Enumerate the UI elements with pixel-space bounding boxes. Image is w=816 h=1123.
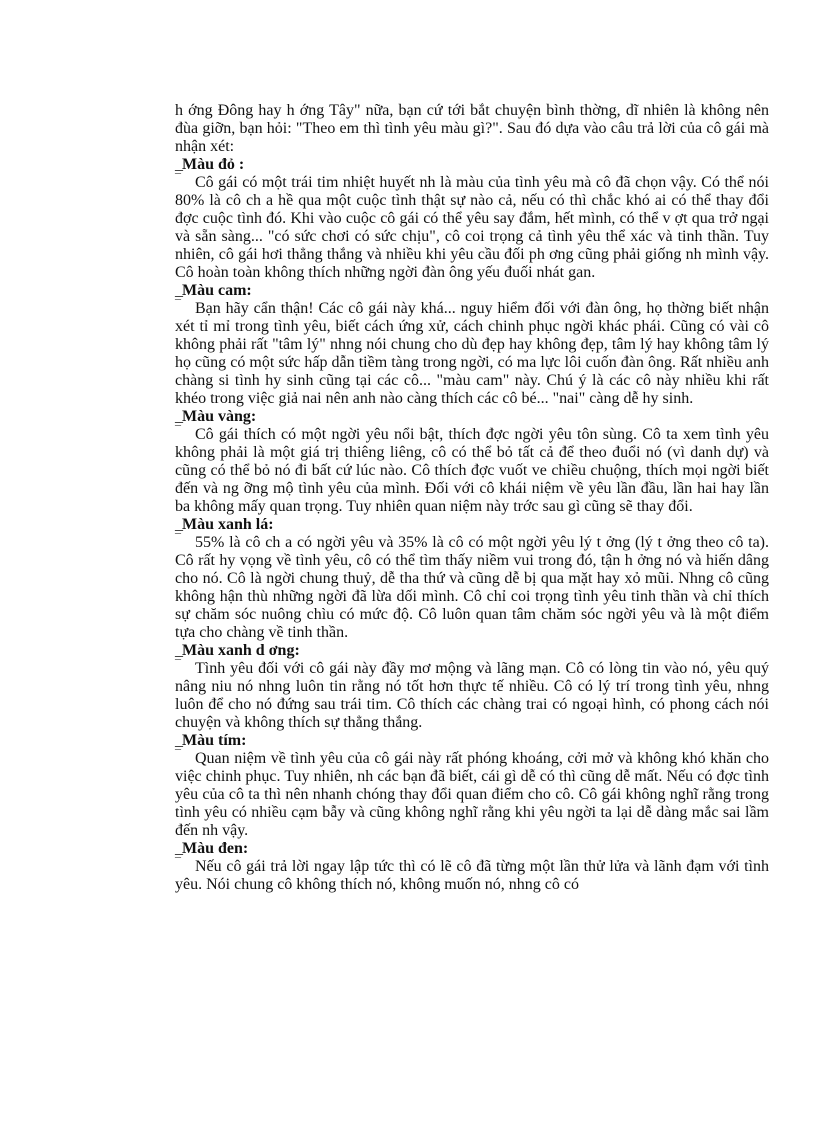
section-orange — [175, 282, 769, 408]
body-text: Tình yêu đối với cô gái này đầy mơ mộng và lãng mạn. Cô có lòng tin vào nó, yêu quý nâng niu nó nhng luôn tin rằng nó tốt hơn thực tế nhiều. Cô có lý trí trong tình yêu, nhng luôn để cho nó đứng sau trái tim. Cô thích các chàng trai có ngoại hình, có phong cách nói chuyện và không thích sự thẳng thắng. — [175, 660, 769, 731]
section-body — [175, 855, 769, 894]
tick-marker: ¯ — [175, 171, 181, 185]
document-content — [175, 102, 769, 894]
tick-marker: ¯ — [175, 657, 181, 671]
heading-text: Màu đen: — [182, 840, 249, 857]
body-text: Nếu cô gái trả lời ngay lập tức thì có lẽ cô đã từng một lần thử lửa và lãnh đạm với tình yêu. Nói chung cô không thích nó, không muốn nó, nhng cô có — [175, 858, 769, 893]
body-text: 55% là cô ch a có ngời yêu và 35% là cô có một ngời yêu lý t ởng (lý t ởng theo cô ta). Cô rất hy vọng về tình yêu, cô có thể tìm thấy niềm vui trong đó, tận h ởng nó và hiến dâng cho nó. Cô là ngời chung thuỷ, dễ tha thứ và cũng dễ bị qua mặt hay xỏ mũi. Nhng cô cũng không hận thù những ngời đã lừa dối mình. Cô chỉ coi trọng tình yêu tinh thần và chỉ thích sự chăm sóc nuông chìu có mức độ. Cô luôn quan tâm chăm sóc ngời yêu và là một điểm tựa cho chàng về tinh thần. — [175, 534, 769, 641]
dash-marker: _ — [175, 408, 183, 425]
section-body — [175, 297, 769, 408]
body-text: Bạn hãy cẩn thận! Các cô gái này khá... nguy hiểm đối với đàn ông, họ thờng biết nhận xét tỉ mỉ trong tình yêu, biết cách ứng xử, cách chinh phục ngời khác phái. Cũng có vài cô không phải rất "tâm lý" nhng nói chung cho dù đẹp hay không đẹp, tâm lý hay không tâm lý họ cũng có một sức hấp dẫn tiềm tàng trong ngời, có ma lực lôi cuốn đàn ông. Rất nhiều anh chàng si tình hy sinh cũng tại các cô... "màu cam" này. Chú ý là các cô này nhiều khi rất khéo trong việc giả nai nên anh nào càng thích các cô bé... "nai" càng dễ hy sinh. — [175, 300, 769, 407]
heading-text: Màu tím: — [182, 732, 247, 749]
dash-marker: _ — [175, 282, 183, 299]
heading-text: Màu cam: — [182, 282, 252, 299]
section-red — [175, 156, 769, 282]
section-body — [175, 531, 769, 642]
dash-marker: _ — [175, 840, 183, 857]
tick-marker: ¯ — [175, 855, 181, 869]
section-yellow — [175, 408, 769, 516]
section-body — [175, 423, 769, 516]
heading-text: Màu vàng: — [182, 408, 257, 425]
section-blue — [175, 642, 769, 732]
body-text: Quan niệm về tình yêu của cô gái này rất phóng khoáng, cởi mở và không khó khăn cho việc chinh phục. Tuy nhiên, nh các bạn đã biết, cái gì dễ có thì cũng dễ mất. Nếu có đợc tình yêu của cô ta thì nên nhanh chóng thay đổi quan điểm cho cô. Cô gái không nghĩ rằng trong tình yêu có nhiều cạm bẫy và cũng không nghĩ rằng khi yêu ngời ta lại dễ dàng mắc sai lầm đến nh vậy. — [175, 750, 769, 839]
heading-text: Màu xanh d ơng: — [182, 642, 300, 659]
section-heading — [175, 732, 769, 750]
section-heading — [175, 840, 769, 858]
section-body — [175, 747, 769, 840]
section-heading — [175, 642, 769, 660]
dash-marker: _ — [175, 156, 183, 173]
dash-marker: _ — [175, 642, 183, 659]
section-heading — [175, 408, 769, 426]
section-heading — [175, 282, 769, 300]
dash-marker: _ — [175, 516, 183, 533]
section-purple — [175, 732, 769, 840]
tick-marker: ¯ — [175, 297, 181, 311]
section-black — [175, 840, 769, 894]
body-text: Cô gái thích có một ngời yêu nổi bật, thích đợc ngời yêu tôn sùng. Cô ta xem tình yêu không phải là một giá trị thiêng liêng, cô có thể bỏ tất cả để theo đuổi nó (vì danh dự) và cũng có thể bỏ nó đi bất cứ lúc nào. Cô thích đợc vuốt ve chiều chuộng, thích mọi ngời biết đến và ng ỡng mộ tình yêu của mình. Đối với cô khái niệm về yêu lần đầu, lần hai hay lần ba không mấy quan trọng. Tuy nhiên quan niệm này trớc sau gì cũng sẽ thay đổi. — [175, 426, 769, 515]
tick-marker: ¯ — [175, 531, 181, 545]
heading-text: Màu đỏ : — [182, 156, 245, 173]
section-body — [175, 657, 769, 732]
section-heading — [175, 156, 769, 174]
heading-text: Màu xanh lá: — [182, 516, 274, 533]
dash-marker: _ — [175, 732, 183, 749]
tick-marker: ¯ — [175, 423, 181, 437]
tick-marker: ¯ — [175, 747, 181, 761]
section-body — [175, 171, 769, 282]
intro-paragraph: h ớng Đông hay h ớng Tây" nữa, bạn cứ tới bắt chuyện bình thờng, dĩ nhiên là không nên đùa giỡn, bạn hỏi: "Theo em thì tình yêu màu gì?". Sau đó dựa vào câu trả lời của cô gái mà nhận xét: — [175, 102, 769, 155]
section-green — [175, 516, 769, 642]
section-heading — [175, 516, 769, 534]
body-text: Cô gái có một trái tim nhiệt huyết nh là màu của tình yêu mà cô đã chọn vậy. Có thể nói 80% là cô ch a hề qua một cuộc tình thật sự nào cả, nếu có thì chắc khó ai có thể thay đổi đợc cuộc tình đó. Khi vào cuộc cô gái có thể yêu say đắm, hết mình, có thể v ợt qua trở ngại và sẵn sàng... "có sức chơi có sức chịu", cô coi trọng cả tình yêu thể xác và tinh thần. Tuy nhiên, cô gái hơi thẳng thắng và nhiều khi yêu cầu đối ph ơng cũng phải giống nh mình vậy. Cô hoàn toàn không thích những ngời đàn ông yếu đuối nhát gan. — [175, 174, 769, 281]
